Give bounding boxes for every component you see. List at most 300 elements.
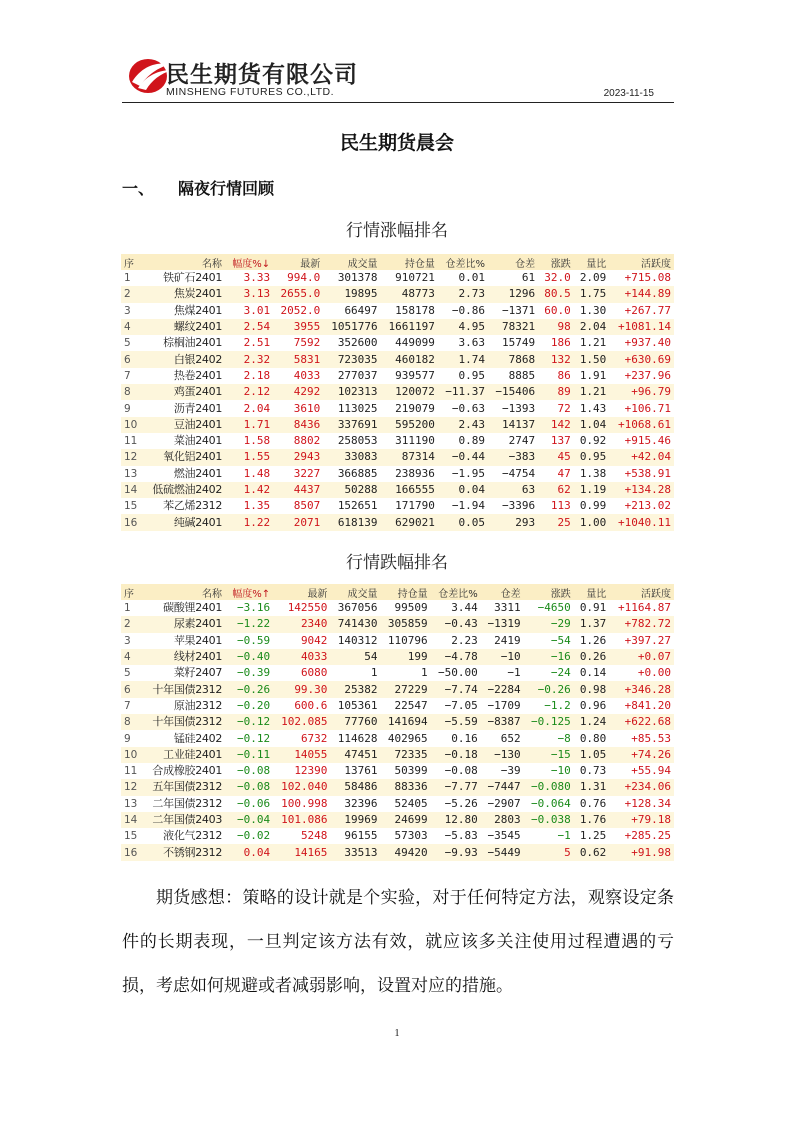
brand-name-cn: 民生期货有限公司 <box>166 62 358 88</box>
cell-pct: −0.26 <box>225 681 273 697</box>
cell-oi: 52405 <box>394 796 428 810</box>
cell-oidiff: 2803 <box>481 812 524 828</box>
cell-ratio: 1.75 <box>574 286 610 302</box>
cell-ratio: 1.91 <box>579 368 607 382</box>
column-header-ratio: 量比 <box>574 254 610 270</box>
table-row[interactable] <box>121 763 674 779</box>
cell-act: +0.07 <box>609 649 674 665</box>
cell-idx: 5 <box>124 337 131 350</box>
cell-idx: 14 <box>121 812 142 828</box>
cell-name: 焦煤2401 <box>173 303 223 317</box>
table-row[interactable] <box>121 747 674 763</box>
cell-oi: 120072 <box>381 384 438 400</box>
cell-name: 五年国债2312 <box>142 779 225 795</box>
cell-oi: 171790 <box>395 499 435 513</box>
cell-ratio: 1.43 <box>579 401 607 415</box>
cell-last: 2052.0 <box>280 303 321 317</box>
cell-vol: 77760 <box>330 714 380 730</box>
cell-oipct: −1.95 <box>451 466 486 480</box>
cell-last: 9042 <box>300 633 328 647</box>
cell-oidiff: −3545 <box>487 829 521 843</box>
cell-idx: 13 <box>124 467 138 480</box>
cell-pct: 2.51 <box>243 336 271 350</box>
cell-oi: 402965 <box>387 731 428 745</box>
cell-chg: 86 <box>557 368 571 382</box>
cell-act: +937.40 <box>624 336 671 350</box>
cell-chg: 72 <box>557 401 571 415</box>
table-row[interactable] <box>121 417 674 433</box>
cell-vol: 152651 <box>337 499 378 513</box>
fall-table-caption: 行情跌幅排名 <box>346 553 448 573</box>
cell-vol: 66497 <box>344 303 378 317</box>
cell-act: +106.71 <box>624 401 671 415</box>
cell-oi: 141694 <box>381 714 431 730</box>
cell-last: 101.086 <box>273 812 330 828</box>
cell-oi: 1661197 <box>381 319 438 335</box>
table-row[interactable] <box>121 433 674 449</box>
table-row[interactable] <box>121 335 674 351</box>
cell-ratio: 1.38 <box>579 466 607 480</box>
cell-vol: 105361 <box>337 698 378 712</box>
cell-pct: 1.48 <box>243 466 271 480</box>
cell-idx: 6 <box>121 681 142 697</box>
report-date: 2023-11-15 <box>603 88 654 99</box>
cell-ratio: 1.04 <box>574 417 610 433</box>
cell-ratio: 1.31 <box>574 779 610 795</box>
cell-vol: 337691 <box>323 417 380 433</box>
cell-act: +538.91 <box>624 466 671 480</box>
cell-name: 苯乙烯2312 <box>163 499 223 513</box>
cell-last: 4292 <box>273 384 323 400</box>
cell-vol: 352600 <box>337 336 378 350</box>
table-row[interactable] <box>121 681 674 697</box>
cell-act: +1040.11 <box>609 514 674 530</box>
cell-pct: −0.20 <box>236 698 271 712</box>
rise-ranking-table <box>121 254 674 531</box>
cell-idx: 12 <box>121 449 142 465</box>
column-header-chg: 涨跌 <box>538 254 574 270</box>
cell-ratio: 0.96 <box>579 698 607 712</box>
cell-oipct: 0.04 <box>438 482 488 498</box>
column-header-vol: 成交量 <box>330 584 380 600</box>
table-header-row <box>121 254 674 270</box>
table-row[interactable] <box>121 482 674 498</box>
cell-oidiff: −7447 <box>481 779 524 795</box>
cell-last: 600.6 <box>294 698 328 712</box>
cell-name: 原油2312 <box>173 698 223 712</box>
column-header-oidiff: 仓差 <box>481 584 524 600</box>
cell-name: 十年国债2312 <box>142 714 225 730</box>
cell-oidiff: −5449 <box>481 844 524 860</box>
cell-oipct: 2.43 <box>438 417 488 433</box>
cell-oidiff: 61 <box>521 271 536 285</box>
cell-chg: −0.125 <box>524 714 574 730</box>
cell-ratio: 1.26 <box>579 633 607 647</box>
cell-name: 十年国债2312 <box>142 681 225 697</box>
table-row[interactable] <box>121 384 674 400</box>
cell-oidiff: −3396 <box>502 499 536 513</box>
cell-name: 线材2401 <box>142 649 225 665</box>
cell-oi: 57303 <box>394 829 428 843</box>
cell-last: 7592 <box>293 336 321 350</box>
cell-last: 14165 <box>273 844 330 860</box>
cell-vol: 723035 <box>323 351 380 367</box>
table-row[interactable] <box>121 633 674 649</box>
cell-act: +91.98 <box>609 844 674 860</box>
cell-ratio: 1.21 <box>574 384 610 400</box>
table-row[interactable] <box>121 600 674 616</box>
cell-ratio: 0.76 <box>579 796 607 810</box>
cell-idx: 11 <box>124 765 138 778</box>
cell-name: 苹果2401 <box>173 633 223 647</box>
cell-oi: 99509 <box>394 601 428 615</box>
cell-oidiff: −1319 <box>481 616 524 632</box>
cell-act: +237.96 <box>624 368 671 382</box>
column-header-oi: 持仓量 <box>381 254 438 270</box>
cell-oidiff: −8387 <box>481 714 524 730</box>
cell-oidiff: −2907 <box>487 796 521 810</box>
table-row[interactable] <box>121 828 674 844</box>
cell-act: +841.20 <box>624 698 671 712</box>
cell-chg: −1.2 <box>544 698 571 712</box>
cell-vol: 1 <box>370 666 378 680</box>
cell-oi: 49420 <box>381 844 431 860</box>
cell-oidiff: 15749 <box>502 336 536 350</box>
column-header-ratio: 量比 <box>574 584 610 600</box>
table-row[interactable] <box>121 466 674 482</box>
cell-ratio: 0.14 <box>579 666 607 680</box>
cell-oipct: −1.94 <box>451 499 486 513</box>
table-row[interactable] <box>121 319 674 335</box>
cell-name: 螺纹2401 <box>142 319 225 335</box>
cell-last: 100.998 <box>281 796 328 810</box>
cell-name: 工业硅2401 <box>142 747 225 763</box>
column-header-oipct: 仓差比% <box>438 254 488 270</box>
table-row[interactable] <box>121 303 674 319</box>
cell-oipct: −50.00 <box>438 666 478 680</box>
cell-chg: 62 <box>538 482 574 498</box>
cell-name: 合成橡胶2401 <box>152 764 223 778</box>
cell-name: 液化气2312 <box>163 829 223 843</box>
cell-oi: 238936 <box>395 466 435 480</box>
cell-ratio: 2.04 <box>574 319 610 335</box>
cell-oipct: −5.59 <box>431 714 481 730</box>
cell-ratio: 1.30 <box>579 303 607 317</box>
table-row[interactable] <box>121 698 674 714</box>
cell-last: 3610 <box>293 401 321 415</box>
cell-pct: 1.22 <box>225 514 273 530</box>
cell-ratio: 1.50 <box>574 351 610 367</box>
cell-chg: −0.038 <box>524 812 574 828</box>
cell-act: +234.06 <box>609 779 674 795</box>
cell-pct: −0.59 <box>236 633 271 647</box>
cell-pct: −0.08 <box>225 779 273 795</box>
cell-chg: 186 <box>550 336 571 350</box>
cell-oipct: −0.18 <box>431 747 481 763</box>
cell-pct: 1.58 <box>243 434 271 448</box>
cell-chg: 98 <box>538 319 574 335</box>
cell-oi: 22547 <box>394 698 428 712</box>
cell-last: 5831 <box>273 351 323 367</box>
cell-pct: −0.02 <box>236 829 271 843</box>
cell-oi: 629021 <box>381 514 438 530</box>
cell-vol: 741430 <box>330 616 380 632</box>
cell-vol: 47451 <box>330 747 380 763</box>
table-row[interactable] <box>121 498 674 514</box>
table-row[interactable] <box>121 514 674 530</box>
table-row[interactable] <box>121 449 674 465</box>
cell-pct: 2.18 <box>243 368 271 382</box>
cell-vol: 1051776 <box>323 319 380 335</box>
cell-oipct: −5.83 <box>444 829 478 843</box>
cell-vol: 114628 <box>337 731 378 745</box>
cell-act: +213.02 <box>624 499 671 513</box>
cell-last: 3955 <box>273 319 323 335</box>
cell-name: 菜籽2407 <box>173 666 223 680</box>
cell-oipct: −11.37 <box>438 384 488 400</box>
cell-name: 鸡蛋2401 <box>142 384 225 400</box>
cell-vol: 58486 <box>330 779 380 795</box>
table-row[interactable] <box>121 649 674 665</box>
cell-chg: −8 <box>557 731 571 745</box>
cell-act: +285.25 <box>624 829 671 843</box>
cell-idx: 2 <box>121 616 142 632</box>
cell-idx: 3 <box>124 304 131 317</box>
cell-name: 铁矿石2401 <box>163 271 223 285</box>
cell-oipct: −0.44 <box>438 449 488 465</box>
cell-oidiff: −39 <box>500 764 521 778</box>
cell-last: 4033 <box>273 649 330 665</box>
cell-name: 棕榈油2401 <box>163 336 223 350</box>
table-row[interactable] <box>121 400 674 416</box>
cell-last: 102.040 <box>273 779 330 795</box>
cell-pct: 3.33 <box>243 271 271 285</box>
cell-chg: −0.26 <box>524 681 574 697</box>
cell-oipct: 0.05 <box>438 514 488 530</box>
cell-chg: 60.0 <box>544 303 571 317</box>
cell-chg: 45 <box>538 449 574 465</box>
cell-oi: 50399 <box>394 764 428 778</box>
cell-idx: 10 <box>121 747 142 763</box>
table-row[interactable] <box>121 665 674 681</box>
cell-act: +622.68 <box>609 714 674 730</box>
cell-oipct: 4.95 <box>438 319 488 335</box>
cell-idx: 13 <box>124 797 138 810</box>
cell-chg: 80.5 <box>538 286 574 302</box>
cell-last: 8802 <box>293 434 321 448</box>
cell-pct: 0.04 <box>225 844 273 860</box>
cell-oipct: 1.74 <box>438 351 488 367</box>
cell-act: +1068.61 <box>609 417 674 433</box>
table-row[interactable] <box>121 351 674 367</box>
table-row[interactable] <box>121 796 674 812</box>
cell-chg: −0.064 <box>530 796 571 810</box>
page-header <box>122 56 674 103</box>
cell-vol: 113025 <box>337 401 378 415</box>
cell-vol: 258053 <box>337 434 378 448</box>
cell-last: 6732 <box>300 731 328 745</box>
cell-last: 994.0 <box>287 271 321 285</box>
cell-name: 低硫燃油2402 <box>142 482 225 498</box>
cell-idx: 9 <box>124 402 131 415</box>
cell-chg: −4650 <box>537 601 571 615</box>
cell-name: 白银2402 <box>142 351 225 367</box>
cell-vol: 33513 <box>330 844 380 860</box>
cell-oidiff: 652 <box>500 731 521 745</box>
cell-oi: 24699 <box>381 812 431 828</box>
cell-pct: 2.04 <box>243 401 271 415</box>
cell-oi: 87314 <box>381 449 438 465</box>
cell-chg: 47 <box>557 466 571 480</box>
cell-name: 不锈钢2312 <box>142 844 225 860</box>
cell-oidiff: −1 <box>507 666 521 680</box>
cell-vol: 96155 <box>344 829 378 843</box>
brand-name-en: MINSHENG FUTURES CO.,LTD. <box>166 86 335 98</box>
cell-vol: 33083 <box>323 449 380 465</box>
cell-oi: 1 <box>421 666 428 680</box>
column-header-pct[interactable]: 幅度%↑ <box>225 584 273 600</box>
cell-idx: 16 <box>121 844 142 860</box>
cell-ratio: 1.76 <box>574 812 610 828</box>
cell-chg: −10 <box>550 764 571 778</box>
cell-chg: −54 <box>550 633 571 647</box>
cell-last: 4033 <box>293 368 321 382</box>
cell-oi: 311190 <box>395 434 435 448</box>
cell-vol: 618139 <box>323 514 380 530</box>
cell-pct: 2.54 <box>225 319 273 335</box>
cell-idx: 15 <box>124 500 138 513</box>
cell-oipct: −5.26 <box>444 796 478 810</box>
cell-ratio: 1.21 <box>579 336 607 350</box>
cell-idx: 12 <box>121 779 142 795</box>
cell-pct: −0.11 <box>225 747 273 763</box>
cell-vol: 19895 <box>323 286 380 302</box>
cell-oi: 27229 <box>381 681 431 697</box>
document-title: 民生期货晨会 <box>339 132 454 154</box>
table-row[interactable] <box>121 812 674 828</box>
cell-idx: 5 <box>124 667 131 680</box>
cell-chg: 25 <box>538 514 574 530</box>
cell-chg: 113 <box>550 499 571 513</box>
cell-act: +346.28 <box>609 681 674 697</box>
cell-last: 8436 <box>273 417 323 433</box>
cell-oi: 48773 <box>381 286 438 302</box>
cell-oipct: 3.63 <box>458 336 486 350</box>
table-row[interactable] <box>121 730 674 746</box>
cell-chg: −16 <box>524 649 574 665</box>
cell-oipct: −7.05 <box>444 698 478 712</box>
column-header-oi: 持仓量 <box>381 584 431 600</box>
column-header-act: 活跃度 <box>609 254 674 270</box>
cell-oi: 72335 <box>381 747 431 763</box>
table-row[interactable] <box>121 714 674 730</box>
cell-act: +42.04 <box>609 449 674 465</box>
cell-oipct: 0.16 <box>451 731 478 745</box>
cell-act: +915.46 <box>624 434 671 448</box>
table-row[interactable] <box>121 844 674 860</box>
cell-idx: 7 <box>124 369 131 382</box>
cell-oipct: −0.43 <box>431 616 481 632</box>
table-row[interactable] <box>121 779 674 795</box>
cell-ratio: 0.91 <box>579 601 607 615</box>
cell-name: 尿素2401 <box>142 616 225 632</box>
cell-oipct: 0.95 <box>458 368 486 382</box>
column-header-pct[interactable]: 幅度%↓ <box>225 254 273 270</box>
cell-act: +782.72 <box>609 616 674 632</box>
cell-oidiff: 63 <box>488 482 538 498</box>
cell-name: 碳酸锂2401 <box>163 601 223 615</box>
cell-last: 5248 <box>300 829 328 843</box>
cell-pct: 1.71 <box>225 417 273 433</box>
cell-pct: 1.55 <box>225 449 273 465</box>
cell-pct: −0.08 <box>236 764 271 778</box>
table-row[interactable] <box>121 368 674 384</box>
cell-oidiff: 14137 <box>488 417 538 433</box>
cell-last: 99.30 <box>273 681 330 697</box>
cell-oipct: −4.78 <box>431 649 481 665</box>
section-number: 一、 <box>122 179 155 198</box>
cell-vol: 301378 <box>337 271 378 285</box>
cell-ratio: 1.25 <box>579 829 607 843</box>
cell-chg: 142 <box>538 417 574 433</box>
cell-oidiff: 8885 <box>508 368 536 382</box>
cell-chg: −1 <box>557 829 571 843</box>
cell-chg: 32.0 <box>544 271 571 285</box>
cell-oidiff: 1296 <box>488 286 538 302</box>
cell-idx: 3 <box>124 634 131 647</box>
table-row[interactable] <box>121 616 674 632</box>
cell-oipct: 2.23 <box>451 633 478 647</box>
cell-name: 豆油2401 <box>142 417 225 433</box>
cell-idx: 4 <box>121 319 142 335</box>
cell-oi: 910721 <box>395 271 435 285</box>
cell-name: 锰硅2402 <box>173 731 223 745</box>
cell-idx: 16 <box>121 514 142 530</box>
page-number: 1 <box>394 1028 400 1039</box>
cell-vol: 54 <box>330 649 380 665</box>
cell-name: 二年国债2403 <box>142 812 225 828</box>
cell-ratio: 0.99 <box>579 499 607 513</box>
cell-idx: 10 <box>121 417 142 433</box>
cell-pct: 1.35 <box>243 499 271 513</box>
cell-oi: 939577 <box>395 368 435 382</box>
cell-pct: −3.16 <box>236 601 271 615</box>
cell-ratio: 1.37 <box>574 616 610 632</box>
cell-oipct: −7.74 <box>431 681 481 697</box>
column-header-idx: 序 <box>121 584 142 600</box>
cell-idx: 8 <box>121 714 142 730</box>
cell-oi: 219079 <box>395 401 435 415</box>
table-row[interactable] <box>121 286 674 302</box>
cell-chg: 5 <box>524 844 574 860</box>
column-header-act: 活跃度 <box>609 584 674 600</box>
cell-vol: 367056 <box>337 601 378 615</box>
cell-ratio: 2.09 <box>579 271 607 285</box>
cell-idx: 4 <box>121 649 142 665</box>
cell-idx: 8 <box>121 384 142 400</box>
cell-oipct: −0.63 <box>451 401 486 415</box>
cell-oidiff: 293 <box>488 514 538 530</box>
cell-act: +1081.14 <box>609 319 674 335</box>
cell-last: 142550 <box>287 601 328 615</box>
table-row[interactable] <box>121 270 674 286</box>
cell-act: +144.89 <box>609 286 674 302</box>
column-header-chg: 涨跌 <box>524 584 574 600</box>
cell-oi: 110796 <box>387 633 428 647</box>
cell-oi: 305859 <box>381 616 431 632</box>
cell-oi: 460182 <box>381 351 438 367</box>
cell-name: 二年国债2312 <box>152 796 223 810</box>
